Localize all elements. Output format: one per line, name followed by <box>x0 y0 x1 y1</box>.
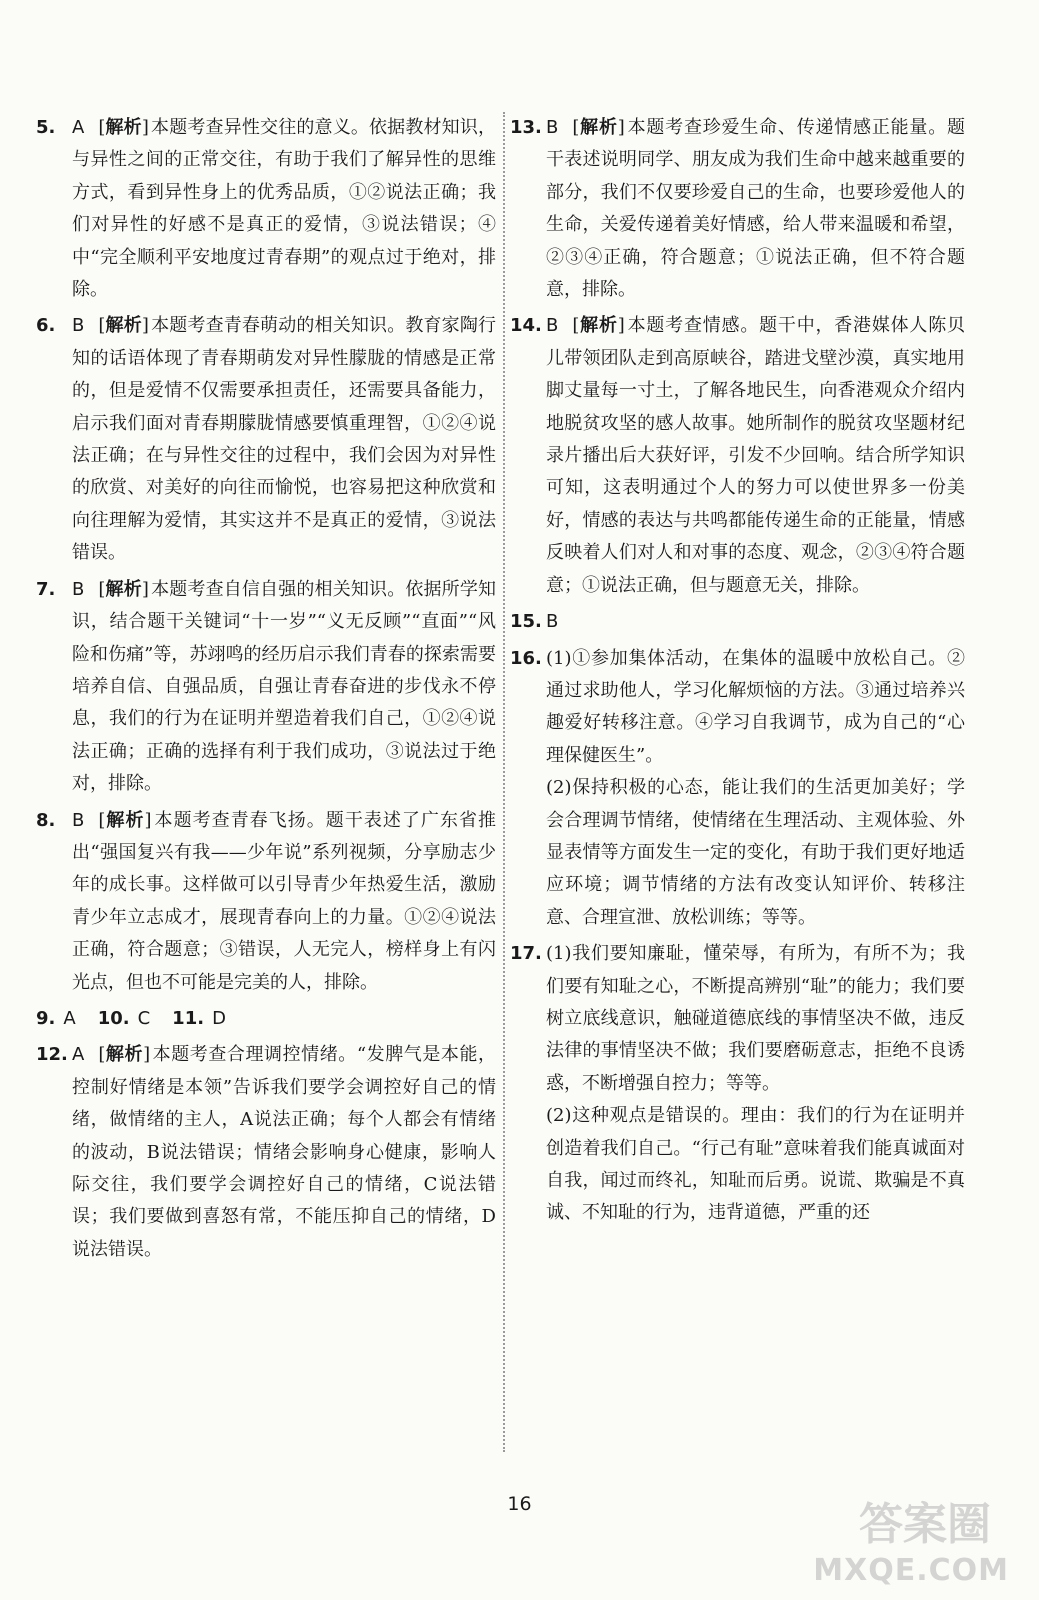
analysis-tag: [解析] <box>572 117 625 138</box>
question-12 <box>36 1039 496 1266</box>
question-number: 11. <box>172 1007 205 1029</box>
question-16 <box>510 643 965 935</box>
answer-letter: A <box>72 1044 85 1066</box>
answer-letter: B <box>546 117 559 138</box>
explanation-text: 本题考查青春萌动的相关知识。教育家陶行知的话语体现了青春期萌发对异性朦胧的情感是正常的，但是爱情不仅需要承担责任，还需要具备能力，启示我们面对青春期朦胧情感要慎重理智，①②④说法正确；在与异性交往的过程中，我们会因为对异性的欣赏、对美好的向往而愉悦，也容易把这种欣赏和向往理解为爱情，其实这并不是真正的爱情，③说法错误。 <box>72 315 497 564</box>
question-number: 12. <box>36 1044 68 1066</box>
questions-9-11 <box>36 1003 496 1035</box>
question-15 <box>510 606 965 638</box>
answer-part-2: (2)这种观点是错误的。理由：我们的行为在证明并创造着我们自己。“行己有耻”意味着我们能真诚面对自我，闻过而终礼，知耻而后勇。说谎、欺骗是不真诚、不知耻的行为，违背道德，严重的还 <box>546 1105 965 1224</box>
answer-letter: B <box>72 578 85 600</box>
answer-letter: B <box>546 315 559 337</box>
watermark-site: MXQE.COM <box>813 1553 1009 1588</box>
question-13 <box>510 112 965 306</box>
analysis-tag: [解析] <box>98 809 152 831</box>
explanation-text: 本题考查情感。题干中，香港媒体人陈贝儿带领团队走到高原峡谷，踏进戈壁沙漠，真实地用脚丈量每一寸土，了解各地民生，向香港观众介绍内地脱贫攻坚的感人故事。她所制作的脱贫攻坚题材纪录片播出后大获好评，引发不少回响。结合所学知识可知，这表明通过个人的努力可以使世界多一份美好，情感的表达与共鸣都能传递生命的正能量，情感反映着人们对人和对事的态度、观念，②③④符合题意；①说法正确，但与题意无关，排除。 <box>546 315 966 596</box>
watermark-logo: 答案圈 <box>859 1499 991 1550</box>
explanation-text: 本题考查青春飞扬。题干表述了广东省推出“强国复兴有我——少年说”系列视频，分享励志少年的成长事。这样做可以引导青少年热爱生活，激励青少年立志成才，展现青春向上的力量。①②④说法正确，符合题意；③错误，人无完人，榜样身上有闪光点，但也不可能是完美的人，排除。 <box>72 809 497 993</box>
question-5 <box>36 112 496 306</box>
question-number: 8. <box>36 809 56 831</box>
question-6 <box>36 310 496 569</box>
question-number: 7. <box>36 578 56 600</box>
answer-letter: B <box>72 809 85 831</box>
question-number: 17. <box>510 943 542 965</box>
analysis-tag: [解析] <box>98 1044 151 1066</box>
analysis-tag: [解析] <box>572 315 625 337</box>
answer-part-1: (1)我们要知廉耻，懂荣辱，有所为，有所不为；我们要有知耻之心，不断提高辨别“耻”的能力；我们要树立底线意识，触碰道德底线的事情坚决不做，违反法律的事情坚决不做；我们要磨砺意志，拒绝不良诱惑，不断增强自控力；等等。 <box>546 943 965 1094</box>
answer-letter: C <box>137 1007 151 1029</box>
answer-letter: A <box>63 1007 76 1029</box>
question-7 <box>36 574 496 801</box>
answer-letter: B <box>546 611 559 633</box>
explanation-text: 本题考查合理调控情绪。“发脾气是本能，控制好情绪是本领”告诉我们要学会调控好自己的情绪，做情绪的主人，A说法正确；每个人都会有情绪的波动，B说法错误；情绪会影响身心健康，影响人际交往，我们要学会调控好自己的情绪，C说法错误；我们要做到喜怒有常，不能压抑自己的情绪，D说法错误。 <box>72 1044 497 1260</box>
question-14 <box>510 310 965 602</box>
question-8 <box>36 805 496 999</box>
question-17 <box>510 938 965 1230</box>
explanation-text: 本题考查珍爱生命、传递情感正能量。题干表述说明同学、朋友成为我们生命中越来越重要的部分，我们不仅要珍爱自己的生命，也要珍爱他人的生命，关爱传递着美好情感，给人带来温暖和希望，②③④正确，符合题意；①说法正确，但不符合题意，排除。 <box>546 117 966 301</box>
answer-letter: D <box>212 1007 226 1029</box>
explanation-text: 本题考查异性交往的意义。依据教材知识，与异性之间的正常交往，有助于我们了解异性的思维方式，看到异性身上的优秀品质，①②说法正确；我们对异性的好感不是真正的爱情，③说法错误；④中“完全顺利平安地度过青春期”的观点过于绝对，排除。 <box>72 117 497 301</box>
question-number: 13. <box>510 117 542 138</box>
page-number: 16 <box>507 1493 532 1515</box>
analysis-tag: [解析] <box>98 117 149 138</box>
answer-letter: B <box>72 315 85 337</box>
answer-part-2: (2)保持积极的心态，能让我们的生活更加美好；学会合理调节情绪，使情绪在生理活动、主观体验、外显表情等方面发生一定的变化，有助于我们更好地适应环境；调节情绪的方法有改变认知评价、转移注意、合理宣泄、放松训练；等等。 <box>546 777 965 928</box>
question-number: 5. <box>36 117 56 138</box>
question-number: 14. <box>510 315 542 337</box>
answer-letter: A <box>72 117 85 138</box>
watermark <box>799 1482 1009 1592</box>
answer-part-1: (1)①参加集体活动，在集体的温暖中放松自己。②通过求助他人，学习化解烦恼的方法。③通过培养兴趣爱好转移注意。④学习自我调节，成为自己的“心理保健医生”。 <box>546 647 965 766</box>
question-number: 6. <box>36 315 56 337</box>
right-column <box>510 112 965 1234</box>
question-number: 15. <box>510 611 542 633</box>
explanation-text: 本题考查自信自强的相关知识。依据所学知识，结合题干关键词“十一岁”“义无反顾”“直面”“风险和伤痛”等，苏翊鸣的经历启示我们青春的探索需要培养自信、自强品质，自强让青春奋进的步伐永不停息，我们的行为在证明并塑造着我们自己，①②④说法正确；正确的选择有利于我们成功，③说法过于绝对，排除。 <box>72 578 497 795</box>
question-number: 9. <box>36 1007 56 1029</box>
question-number: 16. <box>510 647 542 669</box>
analysis-tag: [解析] <box>98 315 149 337</box>
question-number: 10. <box>97 1007 130 1029</box>
column-divider <box>503 112 505 1452</box>
left-column <box>36 112 496 1270</box>
analysis-tag: [解析] <box>98 578 149 600</box>
